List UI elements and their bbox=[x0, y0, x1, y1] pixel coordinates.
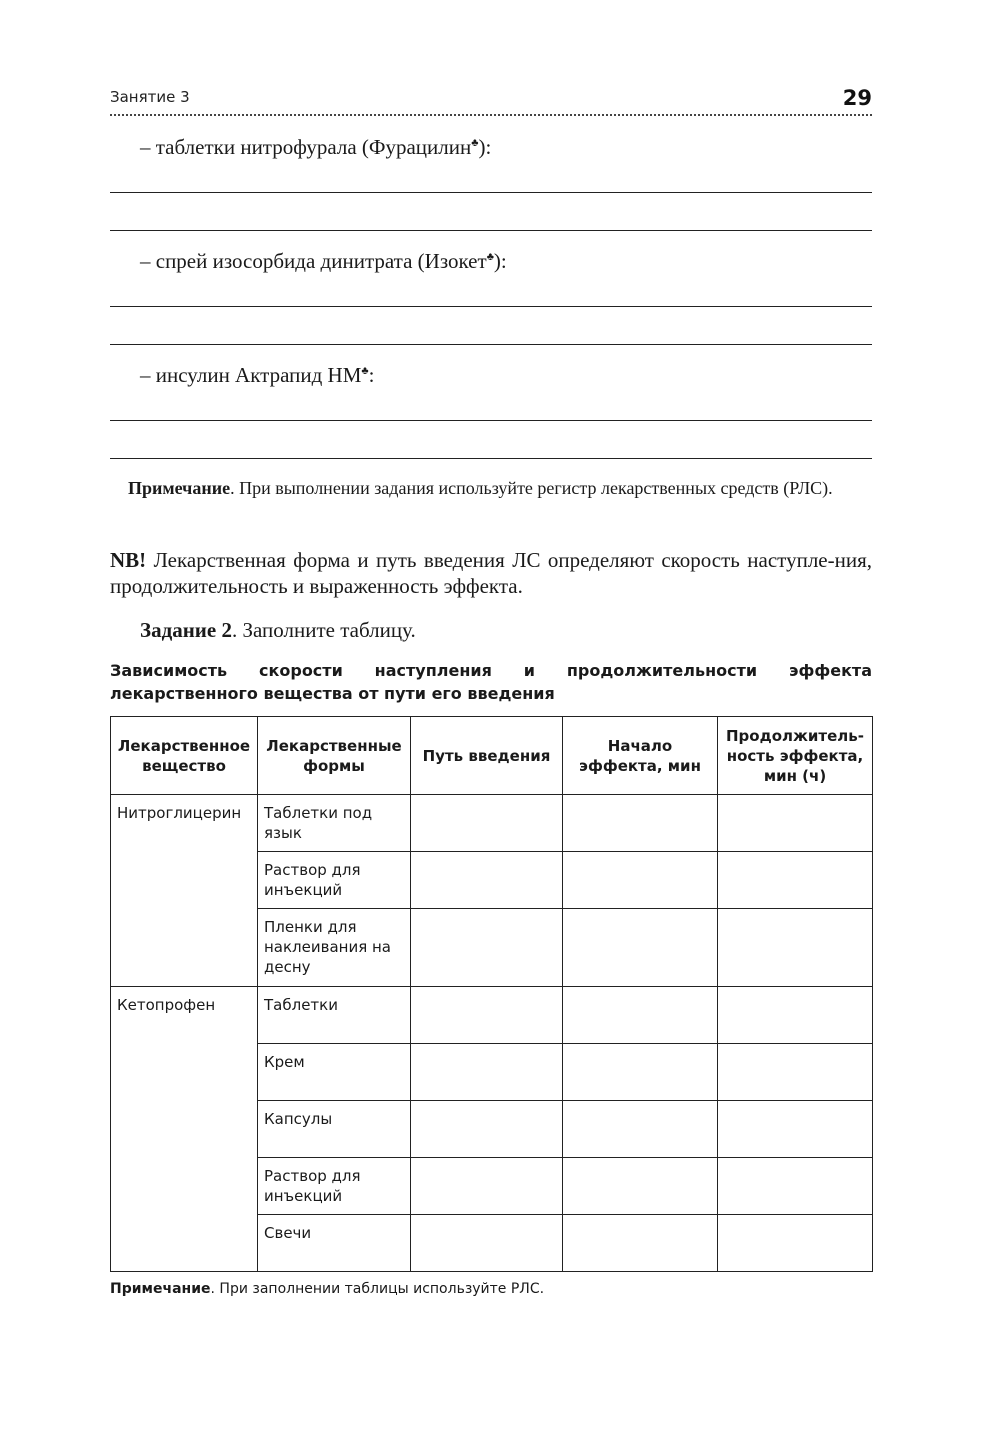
empty-cell[interactable] bbox=[411, 1158, 563, 1215]
empty-cell[interactable] bbox=[563, 1101, 718, 1158]
empty-cell[interactable] bbox=[563, 1215, 718, 1272]
empty-cell[interactable] bbox=[718, 1158, 873, 1215]
empty-cell[interactable] bbox=[718, 909, 873, 987]
answer-line[interactable] bbox=[110, 344, 872, 345]
empty-cell[interactable] bbox=[411, 987, 563, 1044]
trademark-mark: ♣ bbox=[471, 137, 479, 149]
empty-cell[interactable] bbox=[563, 1158, 718, 1215]
note-paragraph: Примечание. При выполнении задания используйте регистр лекарственных средств (РЛС). bbox=[128, 478, 833, 498]
form-cell: Таблетки bbox=[258, 987, 411, 1044]
page-number: 29 bbox=[842, 86, 872, 110]
data-table bbox=[110, 716, 873, 1272]
table-header-row bbox=[111, 717, 873, 795]
table-caption: Зависимость скорости наступления и продолжительности эффекта лекарственного вещества от пути его введения bbox=[110, 661, 872, 703]
task-heading: Задание 2. Заполните таблицу. bbox=[140, 618, 416, 642]
list-item: – инсулин Актрапид НМ♣: bbox=[140, 363, 375, 387]
form-cell: Свечи bbox=[258, 1215, 411, 1272]
answer-line[interactable] bbox=[110, 420, 872, 421]
nb-paragraph: NB! Лекарственная форма и путь введения ЛС определяют скорость наступле-ния, продолжительность и выраженность эффекта. bbox=[110, 548, 872, 598]
table-row bbox=[111, 987, 873, 1044]
form-cell: Раствор для инъекций bbox=[258, 1158, 411, 1215]
answer-line[interactable] bbox=[110, 306, 872, 307]
empty-cell[interactable] bbox=[411, 852, 563, 909]
substance-cell: Кетопрофен bbox=[111, 987, 258, 1272]
column-header: Лекарственное вещество bbox=[111, 717, 258, 795]
empty-cell[interactable] bbox=[718, 1215, 873, 1272]
empty-cell[interactable] bbox=[718, 987, 873, 1044]
form-cell: Крем bbox=[258, 1044, 411, 1101]
answer-line[interactable] bbox=[110, 230, 872, 231]
trademark-mark: ♣ bbox=[361, 365, 369, 377]
empty-cell[interactable] bbox=[718, 1101, 873, 1158]
answer-line[interactable] bbox=[110, 192, 872, 193]
empty-cell[interactable] bbox=[563, 1044, 718, 1101]
running-header: Занятие 3 bbox=[110, 88, 190, 106]
trademark-mark: ♣ bbox=[486, 251, 494, 263]
empty-cell[interactable] bbox=[411, 909, 563, 987]
empty-cell[interactable] bbox=[411, 795, 563, 852]
list-item: – таблетки нитрофурала (Фурацилин♣): bbox=[140, 135, 492, 159]
form-cell: Таблетки под язык bbox=[258, 795, 411, 852]
header-divider bbox=[110, 114, 872, 116]
column-header: Путь введения bbox=[411, 717, 563, 795]
empty-cell[interactable] bbox=[718, 795, 873, 852]
column-header: Продолжитель-ность эффекта, мин (ч) bbox=[718, 717, 873, 795]
table-note: Примечание. При заполнении таблицы используйте РЛС. bbox=[110, 1281, 545, 1297]
empty-cell[interactable] bbox=[563, 987, 718, 1044]
empty-cell[interactable] bbox=[411, 1215, 563, 1272]
table-row bbox=[111, 795, 873, 852]
form-cell: Пленки для наклеивания на десну bbox=[258, 909, 411, 987]
empty-cell[interactable] bbox=[411, 1101, 563, 1158]
form-cell: Раствор для инъекций bbox=[258, 852, 411, 909]
substance-cell: Нитроглицерин bbox=[111, 795, 258, 987]
empty-cell[interactable] bbox=[411, 1044, 563, 1101]
empty-cell[interactable] bbox=[718, 852, 873, 909]
list-item: – спрей изосорбида динитрата (Изокет♣): bbox=[140, 249, 507, 273]
column-header: Лекарственные формы bbox=[258, 717, 411, 795]
form-cell: Капсулы bbox=[258, 1101, 411, 1158]
empty-cell[interactable] bbox=[563, 795, 718, 852]
empty-cell[interactable] bbox=[563, 909, 718, 987]
column-header: Начало эффекта, мин bbox=[563, 717, 718, 795]
answer-line[interactable] bbox=[110, 458, 872, 459]
empty-cell[interactable] bbox=[718, 1044, 873, 1101]
empty-cell[interactable] bbox=[563, 852, 718, 909]
